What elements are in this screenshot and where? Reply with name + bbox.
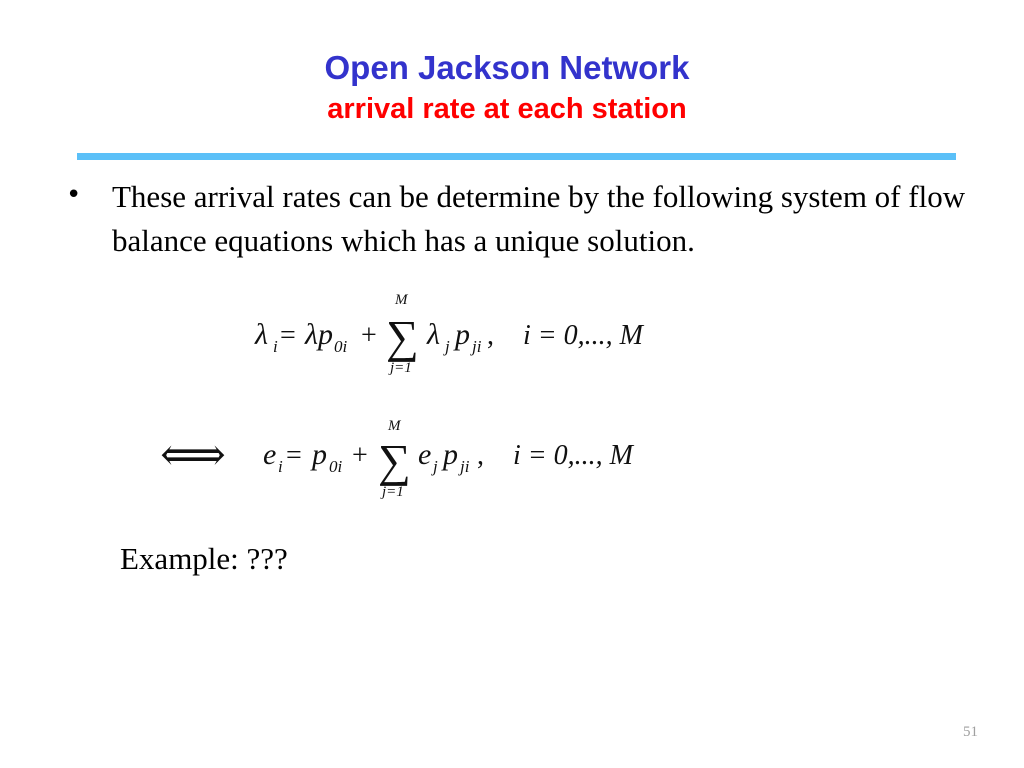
eq2-term2-symbol: e [418, 438, 432, 471]
eq1-term1-sub: 0i [334, 337, 348, 356]
eq2-sum-upper: M [388, 418, 401, 434]
bullet-text: These arrival rates can be determine by the following system of flow balance equations which has a unique solution. [112, 179, 966, 258]
eq1-term2-p: p [455, 318, 470, 351]
eq2-equals: = [286, 440, 302, 471]
eq2-term2-p-sub: ji [460, 457, 470, 476]
eq1-term2-p-sub: ji [472, 337, 482, 356]
example-text: Example: ??? [120, 541, 288, 576]
eq2-sum-lower: j=1 [382, 484, 404, 500]
eq1-range: i = 0,..., M [523, 320, 643, 351]
eq2-comma: , [477, 440, 484, 471]
equation-1 [254, 292, 645, 376]
eq1-sum-upper: M [395, 292, 408, 308]
eq2-term1-sub: 0i [329, 457, 343, 476]
bullet-dot-icon: • [66, 180, 82, 210]
eq2-range: i = 0,..., M [513, 440, 633, 471]
eq2-term1: p [312, 438, 327, 471]
eq2-term2-p: p [443, 438, 458, 471]
eq2-sigma-icon: ∑ [378, 435, 411, 486]
double-arrow-icon: ⟺ [160, 429, 226, 480]
eq1-term2-symbol: λ [427, 318, 440, 351]
eq1-comma: , [487, 320, 494, 351]
eq1-term1: λp [305, 318, 333, 351]
eq1-lhs-sub: i [273, 337, 278, 356]
eq2-plus: + [352, 440, 368, 471]
eq1-sigma-icon: ∑ [386, 311, 419, 362]
eq2-lhs-symbol: e [263, 438, 277, 471]
eq1-lhs-symbol: λ [255, 318, 268, 351]
eq1-term2-sub: j [445, 337, 450, 356]
equation-2 [160, 418, 635, 500]
eq2-lhs-sub: i [278, 457, 283, 476]
eq1-sum-lower: j=1 [390, 360, 412, 376]
eq1-plus: + [361, 320, 377, 351]
eq1-equals: = [280, 320, 296, 351]
slide-subtitle: arrival rate at each station [327, 93, 687, 125]
page-number: 51 [963, 724, 978, 740]
eq2-term2-sub: j [433, 457, 438, 476]
slide-title: Open Jackson Network [324, 49, 690, 86]
